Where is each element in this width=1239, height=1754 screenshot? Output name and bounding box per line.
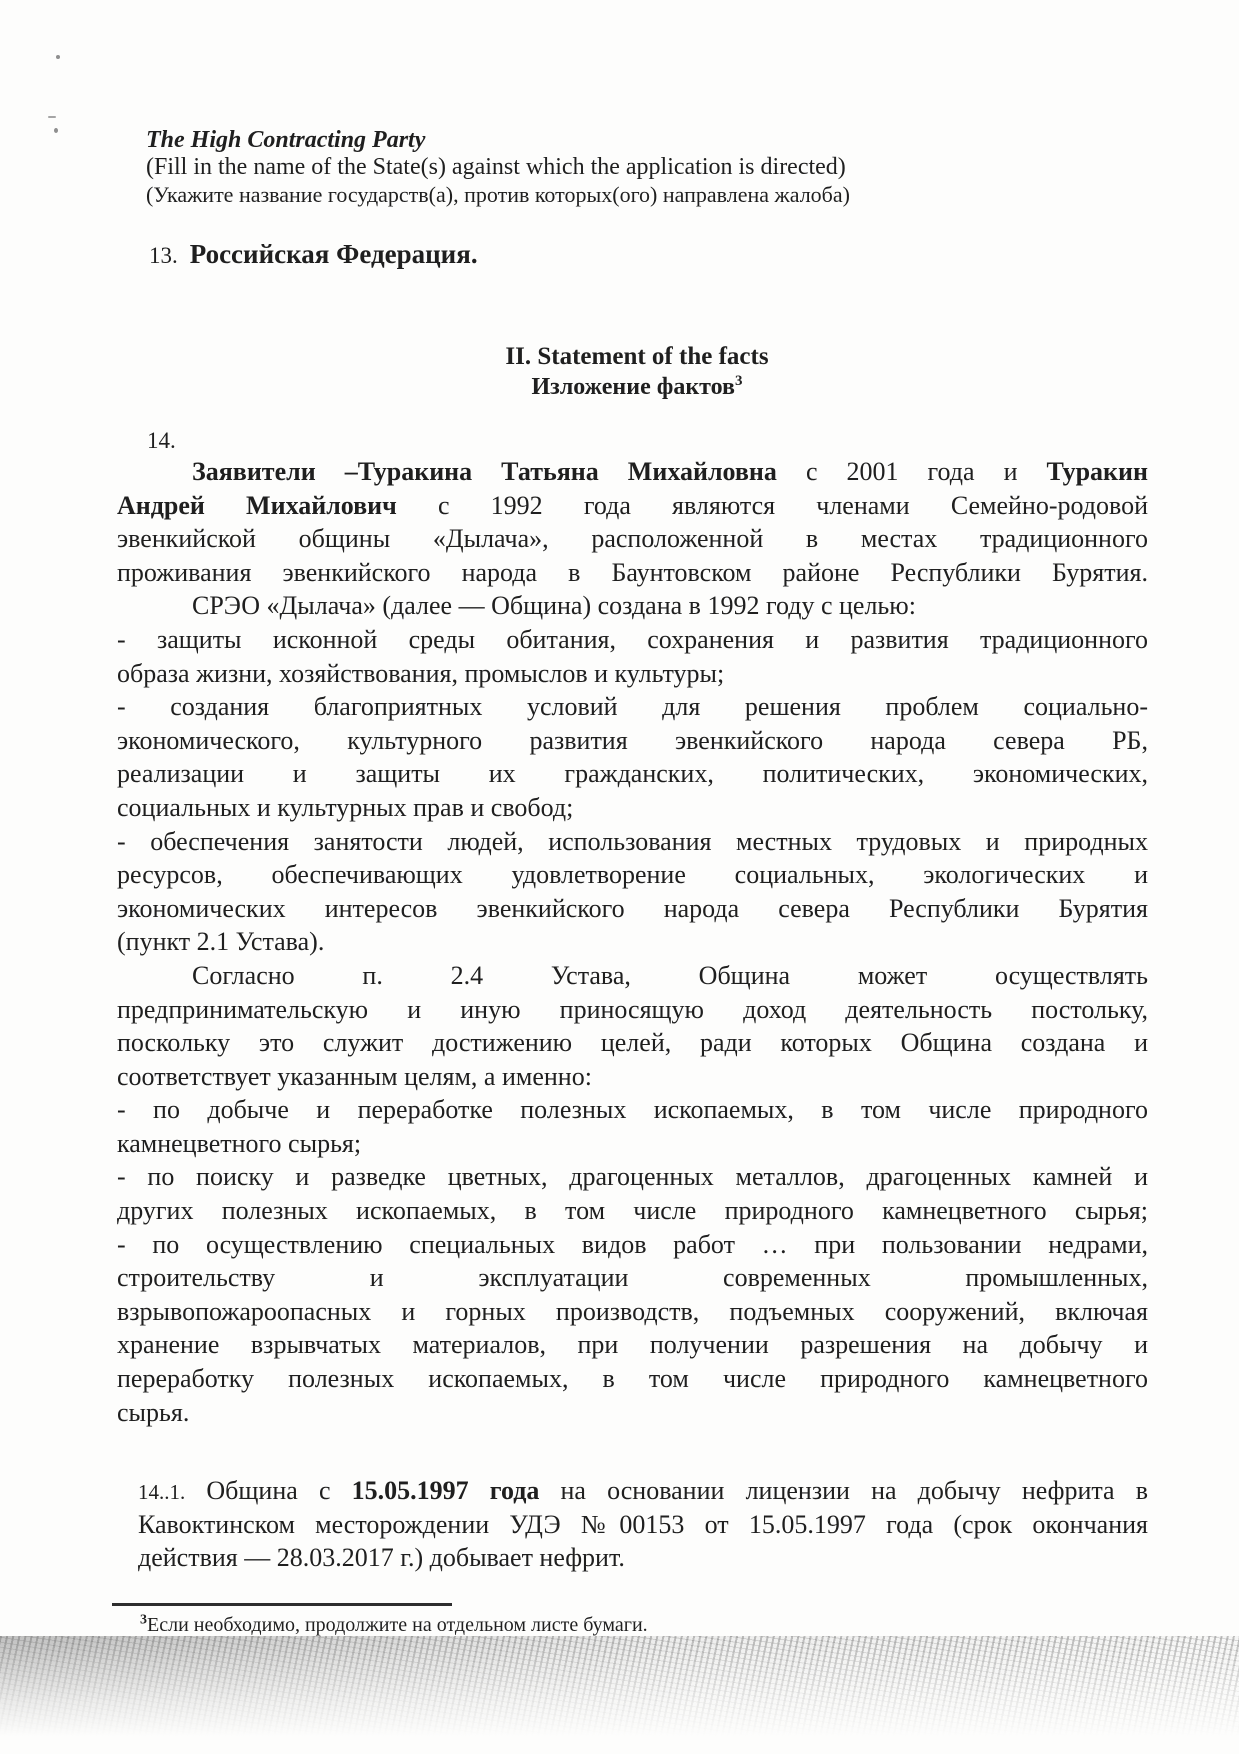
text-segment: с 2001 года и	[776, 457, 1047, 486]
text-segment: экономического, культурного развития эвенкийского народа севера РБ,	[117, 725, 1148, 755]
text-line	[117, 657, 1148, 691]
text-line	[117, 690, 1148, 724]
text-line	[117, 589, 1148, 623]
item-13-row	[149, 238, 478, 275]
text-segment: образа жизни, хозяйствования, промыслов и культуры;	[117, 658, 725, 688]
text-segment: Община с	[185, 1476, 352, 1505]
section-title-ru	[117, 372, 1157, 402]
text-segment: (пункт 2.1 Устава).	[117, 927, 325, 957]
text-line	[117, 1396, 1148, 1430]
text-segment: экономических интересов эвенкийского народа севера Республики Бурятия	[117, 893, 1148, 923]
text-line	[117, 455, 1148, 489]
scan-speck	[54, 128, 58, 133]
footnote-rule	[112, 1603, 452, 1606]
text-line	[138, 1541, 1148, 1575]
footnote-ref-superscript: 3	[735, 373, 743, 389]
scan-speck	[56, 55, 60, 59]
scan-artifact-band	[0, 1636, 1239, 1754]
text-line	[117, 522, 1148, 556]
text-segment: социальных и культурных прав и свобод;	[117, 792, 574, 822]
text-segment: взрывопожароопасных и горных производств, подъемных сооружений, включая	[117, 1296, 1148, 1326]
text-line	[117, 1261, 1148, 1295]
text-segment: - по поиску и разведке цветных, драгоценных металлов, драгоценных камней и	[117, 1162, 1148, 1192]
statement-paragraph-14	[117, 455, 1148, 1429]
text-segment: действия — 28.03.2017 г.) добывает нефрит.	[138, 1543, 625, 1572]
text-line	[117, 993, 1148, 1027]
section-title-en: II. Statement of the facts	[505, 343, 769, 370]
text-line	[117, 489, 1148, 523]
section-title-ru-text: Изложение фактов	[531, 374, 735, 400]
text-line	[117, 925, 1148, 959]
text-line	[117, 1328, 1148, 1362]
text-line	[117, 1026, 1148, 1060]
item-13-number: 13.	[149, 243, 178, 268]
text-line	[117, 791, 1148, 825]
text-segment: переработку полезных ископаемых, в том числе природного камнецветного	[117, 1364, 1148, 1394]
header-instruction-en: (Fill in the name of the State(s) against which the application is directed)	[146, 154, 846, 180]
header-instruction-ru: (Укажите название государств(а), против которых(ого) направлена жалоба)	[146, 182, 850, 207]
text-segment: - создания благоприятных условий для решения проблем социально-	[117, 692, 1148, 722]
section-heading	[117, 342, 1157, 402]
text-segment: 15.05.1997 года	[351, 1476, 540, 1505]
text-line	[138, 1508, 1148, 1542]
text-line	[117, 757, 1148, 791]
footnote-text: Если необходимо, продолжите на отдельном листе бумаги.	[147, 1614, 648, 1636]
text-segment: сырья.	[117, 1397, 190, 1427]
text-segment: с 1992 года являются членами Семейно-родовой	[396, 490, 1148, 520]
text-line	[117, 623, 1148, 657]
text-line	[117, 825, 1148, 859]
text-line	[117, 1228, 1148, 1262]
text-segment: камнецветного сырья;	[117, 1128, 362, 1158]
text-segment: предпринимательскую и иную приносящую доход деятельность постольку,	[117, 994, 1148, 1024]
text-line	[117, 858, 1148, 892]
text-segment: соответствует указанным целям, а именно:	[117, 1061, 592, 1091]
text-line	[117, 724, 1148, 758]
text-segment: - обеспечения занятости людей, использования местных трудовых и природных	[117, 826, 1148, 856]
header-title: The High Contracting Party	[146, 127, 426, 153]
text-line	[117, 1060, 1148, 1094]
item-14-number: 14.	[147, 428, 176, 453]
text-segment: других полезных ископаемых, в том числе природного камнецветного сырья;	[117, 1196, 1148, 1226]
text-segment: поскольку это служит достижению целей, ради которых Община создана и	[117, 1028, 1148, 1058]
statement-paragraph-14-1	[138, 1474, 1148, 1575]
text-segment: хранение взрывчатых материалов, при получении разрешения на добычу и	[117, 1330, 1148, 1360]
text-segment: Согласно п. 2.4 Устава, Община может осуществлять	[192, 960, 1148, 990]
text-line	[117, 1295, 1148, 1329]
text-segment: - защиты исконной среды обитания, сохранения и развития традиционного	[117, 624, 1148, 654]
text-segment: - по добыче и переработке полезных ископаемых, в том числе природного	[117, 1095, 1148, 1125]
header-block	[146, 126, 850, 208]
text-line	[117, 1093, 1148, 1127]
item-13-value: Российская Федерация.	[189, 239, 478, 269]
text-segment: Туракин	[1046, 457, 1148, 486]
text-segment: проживания эвенкийского народа в Баунтовском районе Республики Бурятия.	[117, 557, 1148, 587]
text-segment: Заявители –Туракина Татьяна Михайловна	[192, 457, 777, 486]
text-line	[117, 892, 1148, 926]
text-segment: 14..1.	[138, 1480, 186, 1504]
text-segment: эвенкийской общины «Дылача», расположенной в местах традиционного	[117, 524, 1148, 554]
text-line	[117, 1160, 1148, 1194]
text-line	[117, 1194, 1148, 1228]
text-segment: Кавоктинском месторождении УДЭ №00153 от 15.05.1997 года (срок окончания	[138, 1509, 1148, 1539]
footnote-marker: 3	[140, 1612, 147, 1628]
text-segment: СРЭО «Дылача» (далее — Община) создана в 1992 году с целью:	[192, 591, 916, 621]
text-segment: строительству и эксплуатации современных промышленных,	[117, 1263, 1148, 1293]
text-line	[117, 1362, 1148, 1396]
text-segment: Андрей Михайлович	[117, 490, 397, 520]
text-segment: ресурсов, обеспечивающих удовлетворение социальных, экологических и	[117, 860, 1148, 890]
text-segment: на основании лицензии на добычу нефрита в	[539, 1476, 1149, 1505]
text-line	[117, 556, 1148, 590]
text-line	[117, 959, 1148, 993]
text-line	[138, 1474, 1148, 1508]
scan-speck	[48, 116, 56, 118]
footnote	[140, 1612, 648, 1638]
text-segment: реализации и защиты их гражданских, политических, экономических,	[117, 759, 1148, 789]
text-line	[117, 1127, 1148, 1161]
text-segment: - по осуществлению специальных видов работ … при пользовании недрами,	[117, 1229, 1148, 1259]
